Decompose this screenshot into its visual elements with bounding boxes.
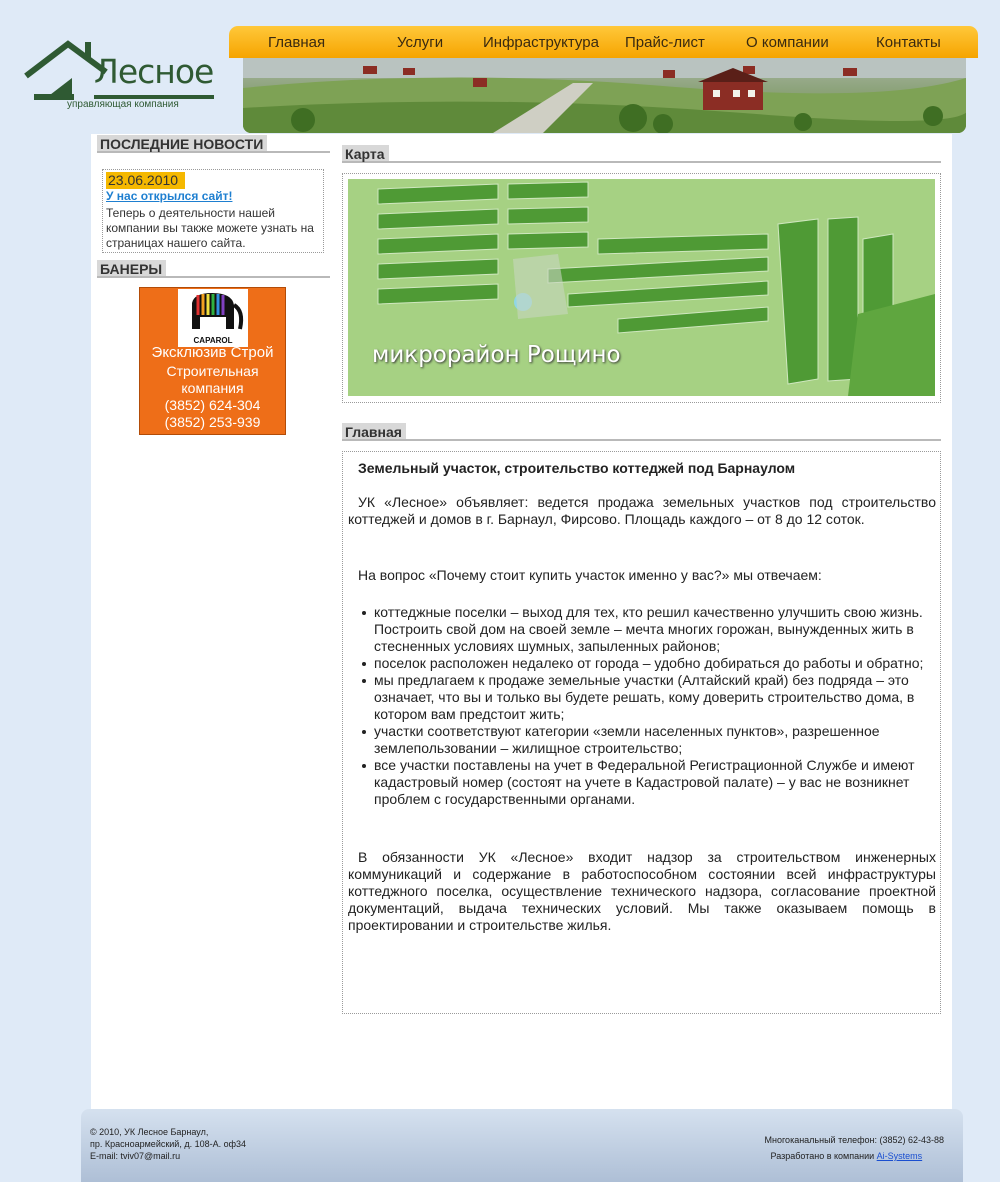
caparol-ad-banner[interactable] xyxy=(139,287,286,435)
article-paragraph-3: В обязанности УК «Лесное» входит надзор за строительством инженерных коммуникаций и содержание в работоспособном состоянии всей инфраструктуры коттеджного поселка, осуществление технического надзора, согласование проектной документаций, выдача технических условий. Мы также оказываем помощь в проектировании и строительстве жилья. xyxy=(348,849,936,933)
list-item: коттеджные поселки – выход для тех, кто решил качественно улучшить свою жизнь. Построить свой дом на своей земле – мечта многих горожан, вынужденных жить в стесненных условиях шумных, запыленных районов; xyxy=(374,604,939,655)
caparol-logo: CAPAROL xyxy=(178,289,248,347)
logo[interactable] xyxy=(24,38,224,114)
main-heading: Главная xyxy=(342,423,941,441)
logo-subtitle: управляющая компания xyxy=(67,99,179,110)
ad-company-name: Эксклюзив Строй xyxy=(151,344,274,361)
logo-wordmark: Лесное xyxy=(94,52,214,91)
main-article xyxy=(342,451,941,1014)
map-panel xyxy=(342,173,941,403)
nav-item-infrastructure[interactable]: Инфраструктура xyxy=(483,34,599,51)
main-nav xyxy=(229,26,978,58)
list-item: поселок расположен недалеко от города – удобно добираться до работы и обратно; xyxy=(374,655,939,672)
banners-heading: БАНЕРЫ xyxy=(97,260,330,278)
list-item: участки соответствуют категории «земли населенных пунктов», разрешенное землепользовании – жилищное строительство; xyxy=(374,723,939,757)
nav-item-services[interactable]: Услуги xyxy=(397,34,444,51)
map-caption: микрорайон Рощино xyxy=(372,342,621,368)
footer xyxy=(81,1109,963,1182)
footer-info xyxy=(765,1132,945,1164)
footer-developer: Разработано в компании Ai-Systems xyxy=(770,1151,923,1161)
nav-item-contacts[interactable]: Контакты xyxy=(876,34,941,51)
header-banner-image xyxy=(243,58,966,133)
list-item: мы предлагаем к продаже земельные участки (Алтайский край) без подряда – это означает, что вы и только вы будете решать, кому доверить строительство дома, в котором вам предстоит жить; xyxy=(374,672,939,723)
map-heading: Карта xyxy=(342,145,941,163)
article-paragraph-2: На вопрос «Почему стоит купить участок именно у вас?» мы отвечаем: xyxy=(358,567,822,583)
article-paragraph-1: УК «Лесное» объявляет: ведется продажа земельных участков под строительство коттеджей и домов в г. Барнаул, Фирсово. Площадь каждого – от 8 до 12 соток. xyxy=(348,494,936,527)
developer-link[interactable]: Ai-Systems xyxy=(876,1151,923,1161)
elephant-icon xyxy=(178,289,248,335)
footer-phone: Многоканальный телефон: (3852) 62-43-88 xyxy=(764,1135,944,1145)
footer-email: E-mail: tviv07@mail.ru xyxy=(90,1151,181,1161)
footer-contacts: © 2010, УК Лесное Барнаул, пр. Красноармейский, д. 108-А. оф34 E-mail: tviv07@mail.ru xyxy=(90,1127,247,1161)
ad-details: Строительная компания (3852) 624-304 (3852) 253-939 xyxy=(164,363,261,430)
list-item: все участки поставлены на учет в Федеральной Регистрационной Службе и имеют кадастровый номер (состоят на учете в Кадастровой палате) – у вас не возникнет проблем с государственными органами. xyxy=(374,757,939,808)
news-text: Теперь о деятельности нашей компании вы также можете узнать на страницах нашего сайта. xyxy=(106,206,314,250)
article-bullet-list xyxy=(374,604,939,808)
news-heading: ПОСЛЕДНИЕ НОВОСТИ xyxy=(97,135,330,153)
nav-item-pricelist[interactable]: Прайс-лист xyxy=(625,34,705,51)
news-title-link[interactable]: У нас открылся сайт! xyxy=(106,189,233,203)
news-item xyxy=(102,169,324,253)
nav-item-about[interactable]: О компании xyxy=(746,34,829,51)
nav-item-home[interactable]: Главная xyxy=(268,34,326,51)
article-title: Земельный участок, строительство коттеджей под Барнаулом xyxy=(358,460,796,476)
district-map-image[interactable] xyxy=(348,179,935,396)
news-date: 23.06.2010 xyxy=(106,172,185,189)
